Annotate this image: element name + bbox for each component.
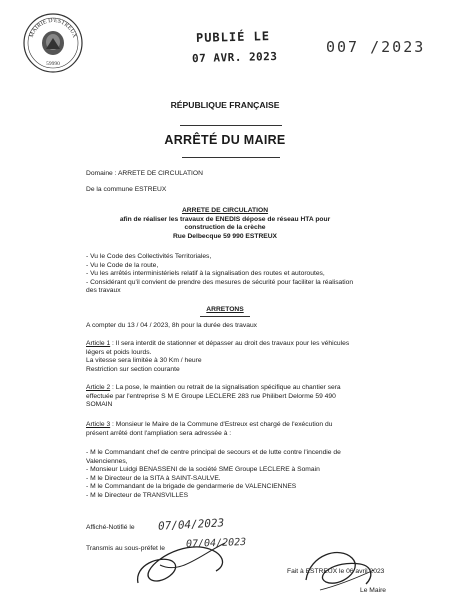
divider bbox=[182, 157, 280, 158]
arrete-heading: ARRETE DE CIRCULATION bbox=[181, 207, 269, 214]
recipient-line: Valenciennes, bbox=[86, 457, 128, 465]
arretons-heading: ARRETONS bbox=[206, 306, 244, 313]
published-stamp-label: PUBLIÉ LE bbox=[195, 29, 271, 45]
article-1-line: légers et poids lourds. bbox=[86, 348, 152, 356]
posted-label: Affiché-Notifié le bbox=[86, 524, 135, 531]
article-1-line: La vitesse sera limitée à 30 Km / heure bbox=[86, 357, 202, 364]
visa-line: des travaux bbox=[86, 287, 121, 294]
article-2-line: effectuée par l'entreprise S M E Groupe LECLERE 283 rue Philibert Delorme 59 490 bbox=[86, 392, 336, 400]
divider bbox=[180, 125, 282, 126]
mairie-seal bbox=[22, 12, 84, 74]
transmitted-date-handwritten: 07/04/2023 bbox=[185, 536, 247, 551]
recipient-line: - M le Commandant de la brigade de gendarmerie de VALENCIENNES bbox=[86, 483, 297, 490]
signature bbox=[130, 525, 250, 595]
signed-place-date: Fait à ESTREUX le 06 avril 2023 bbox=[287, 568, 385, 575]
reference-number: 007 /2023 bbox=[326, 38, 426, 56]
commune-line: De la commune ESTREUX bbox=[86, 186, 167, 193]
visa-line: - Vu le Code des Collectivités Territoriales, bbox=[86, 253, 212, 260]
article-2-line: SOMAIN bbox=[86, 401, 113, 408]
arrete-purpose-line1: afin de réaliser les travaux de ENEDIS dépose de réseau HTA pour bbox=[119, 215, 331, 223]
visa-line: - Vu le Code de la route, bbox=[86, 261, 159, 269]
recipient-line: - M le Commandant chef de centre principal de secours et de lutte contre l'incendie de bbox=[86, 449, 341, 456]
signatory-title: Le Maire bbox=[360, 587, 387, 594]
article-1-line: Article 1 : Il sera interdit de stationner et dépasser au droit des travaux pour les véhicules bbox=[86, 340, 350, 347]
posted-date-handwritten: 07/04/2023 bbox=[157, 516, 225, 533]
recipient-line: - Monsieur Luidgi BENASSENI de la société SME Groupe LECLERE à Somain bbox=[86, 466, 320, 473]
seal-top-text: MAIRIE D'ESTREUX bbox=[28, 17, 78, 39]
domain-line: Domaine : ARRETE DE CIRCULATION bbox=[86, 170, 203, 177]
recipient-line: - M le Directeur de la SITA à SAINT-SAULVE. bbox=[86, 474, 221, 482]
article-2-label: Article 2 bbox=[86, 384, 111, 391]
republic-heading: RÉPUBLIQUE FRANÇAISE bbox=[170, 100, 280, 110]
visa-line: - Vu les arrêtés interministériels relatif à la signalisation des routes et autoroutes, bbox=[86, 270, 325, 277]
article-3-label: Article 3 bbox=[86, 421, 111, 428]
article-1-line: Restriction sur section courante bbox=[86, 365, 180, 373]
published-stamp-date: 07 AVR. 2023 bbox=[191, 49, 278, 66]
recipient-line: - M le Directeur de TRANSVILLES bbox=[86, 491, 189, 499]
seal-bottom-text: 59990 bbox=[46, 61, 60, 67]
document-title: ARRÊTÉ DU MAIRE bbox=[164, 133, 286, 147]
visa-line: - Considérant qu'il convient de prendre des mesures de sécurité pour faciliter la réalisation bbox=[86, 278, 354, 286]
start-date-line: A compter du 13 / 04 / 2023, 8h pour la durée des travaux bbox=[86, 322, 258, 329]
article-3-line: présent arrêté dont l'ampliation sera adressée à : bbox=[86, 429, 232, 437]
article-1-label: Article 1 bbox=[86, 340, 111, 347]
transmitted-label: Transmis au sous-préfet le bbox=[86, 545, 165, 552]
article-2-line: Article 2 : La pose, le maintien ou retrait de la signalisation spécifique au chantier sera bbox=[86, 384, 341, 391]
arrete-address: Rue Delbecque 59 990 ESTREUX bbox=[172, 232, 278, 240]
arrete-purpose-line2: construction de la crèche bbox=[184, 224, 266, 231]
article-3-line: Article 3 : Monsieur le Maire de la Commune d'Estreux est chargé de l'exécution du bbox=[86, 421, 333, 428]
divider bbox=[200, 316, 250, 317]
